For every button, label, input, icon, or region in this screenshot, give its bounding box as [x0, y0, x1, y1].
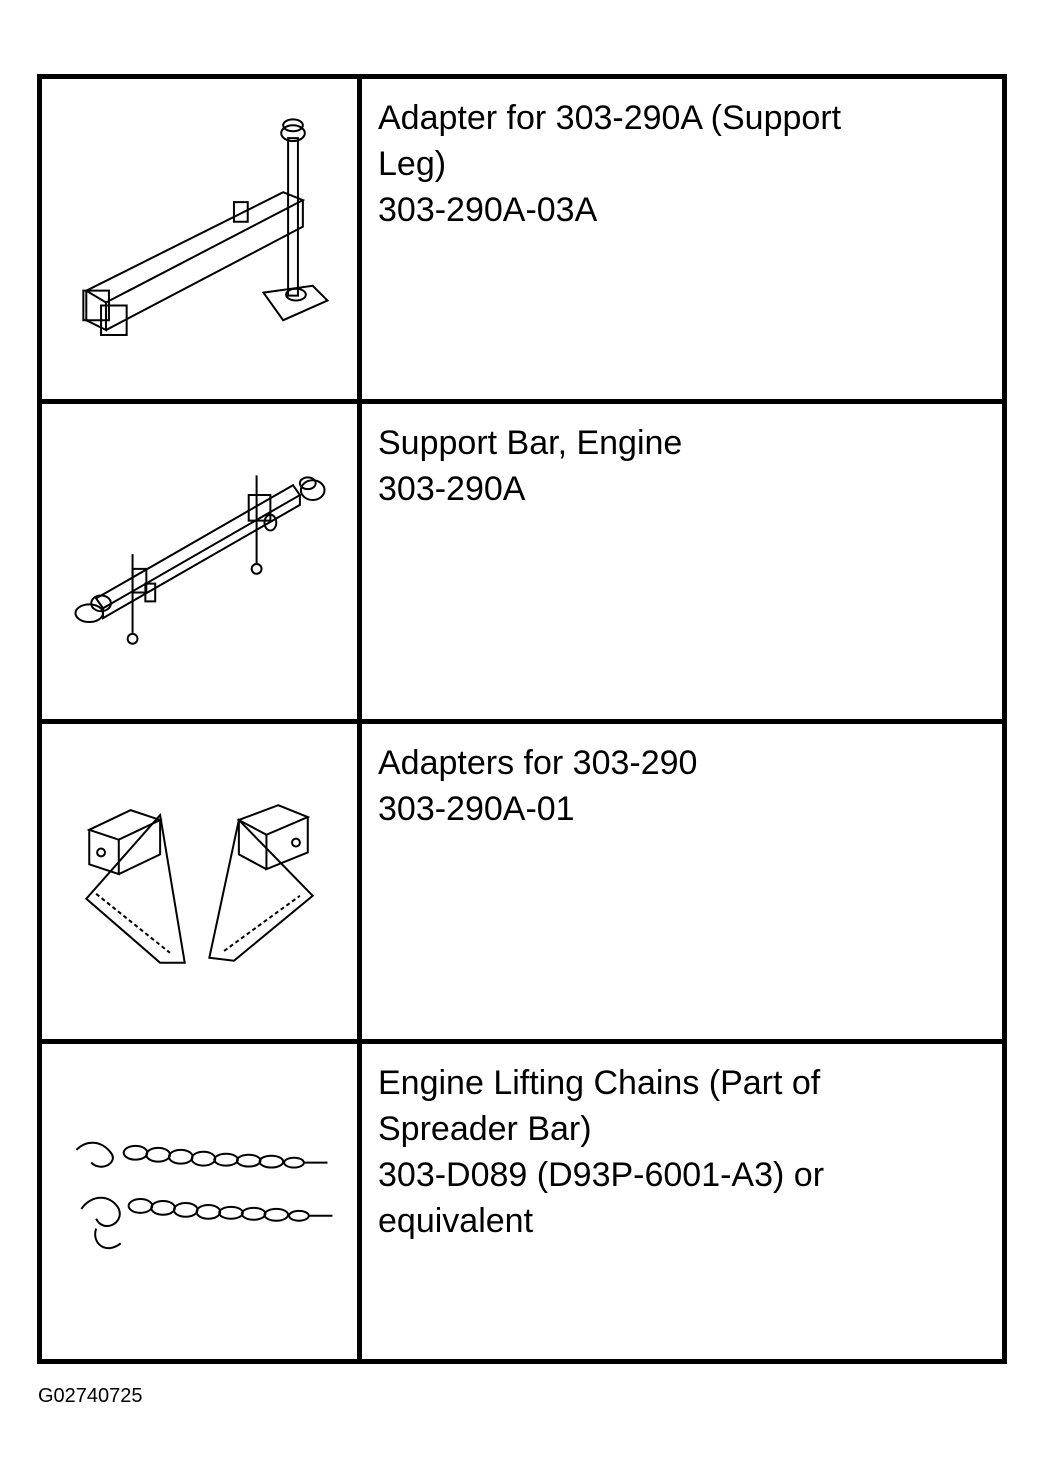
- tool-part-number: 303-290A-03A: [378, 191, 598, 229]
- tool-text: [378, 1060, 988, 1244]
- tool-table: [37, 74, 1007, 1364]
- tool-description-line: Engine Lifting Chains (Part of: [378, 1064, 821, 1102]
- support-leg-adapter-icon: [42, 79, 357, 399]
- adapter-brackets-icon: [42, 724, 357, 1039]
- tool-row: [42, 79, 1002, 399]
- tool-image-cell: [42, 404, 362, 719]
- tool-row: [42, 719, 1002, 1039]
- tool-text: [378, 95, 988, 233]
- tool-part-number: 303-290A-01: [378, 790, 575, 828]
- tool-description-line: Adapter for 303-290A (Support: [378, 99, 842, 137]
- tool-part-number: 303-290A: [378, 470, 526, 508]
- tool-description-line: Leg): [378, 145, 447, 183]
- figure-id: G02740725: [38, 1385, 143, 1407]
- engine-support-bar-icon: [42, 404, 357, 719]
- tool-text: [378, 740, 988, 832]
- tool-image-cell: [42, 1044, 362, 1359]
- tool-text: [378, 420, 988, 512]
- tool-description-line: Adapters for 303-290: [378, 744, 698, 782]
- tool-description-line: Spreader Bar): [378, 1110, 592, 1148]
- tool-image-cell: [42, 79, 362, 399]
- tool-image-cell: [42, 724, 362, 1039]
- tool-part-number: 303-D089 (D93P-6001-A3) or: [378, 1156, 825, 1194]
- tool-row: [42, 1039, 1002, 1359]
- tool-description-line: Support Bar, Engine: [378, 424, 683, 462]
- tool-part-number: equivalent: [378, 1202, 534, 1240]
- tool-row: [42, 399, 1002, 719]
- lifting-chains-icon: [42, 1044, 357, 1359]
